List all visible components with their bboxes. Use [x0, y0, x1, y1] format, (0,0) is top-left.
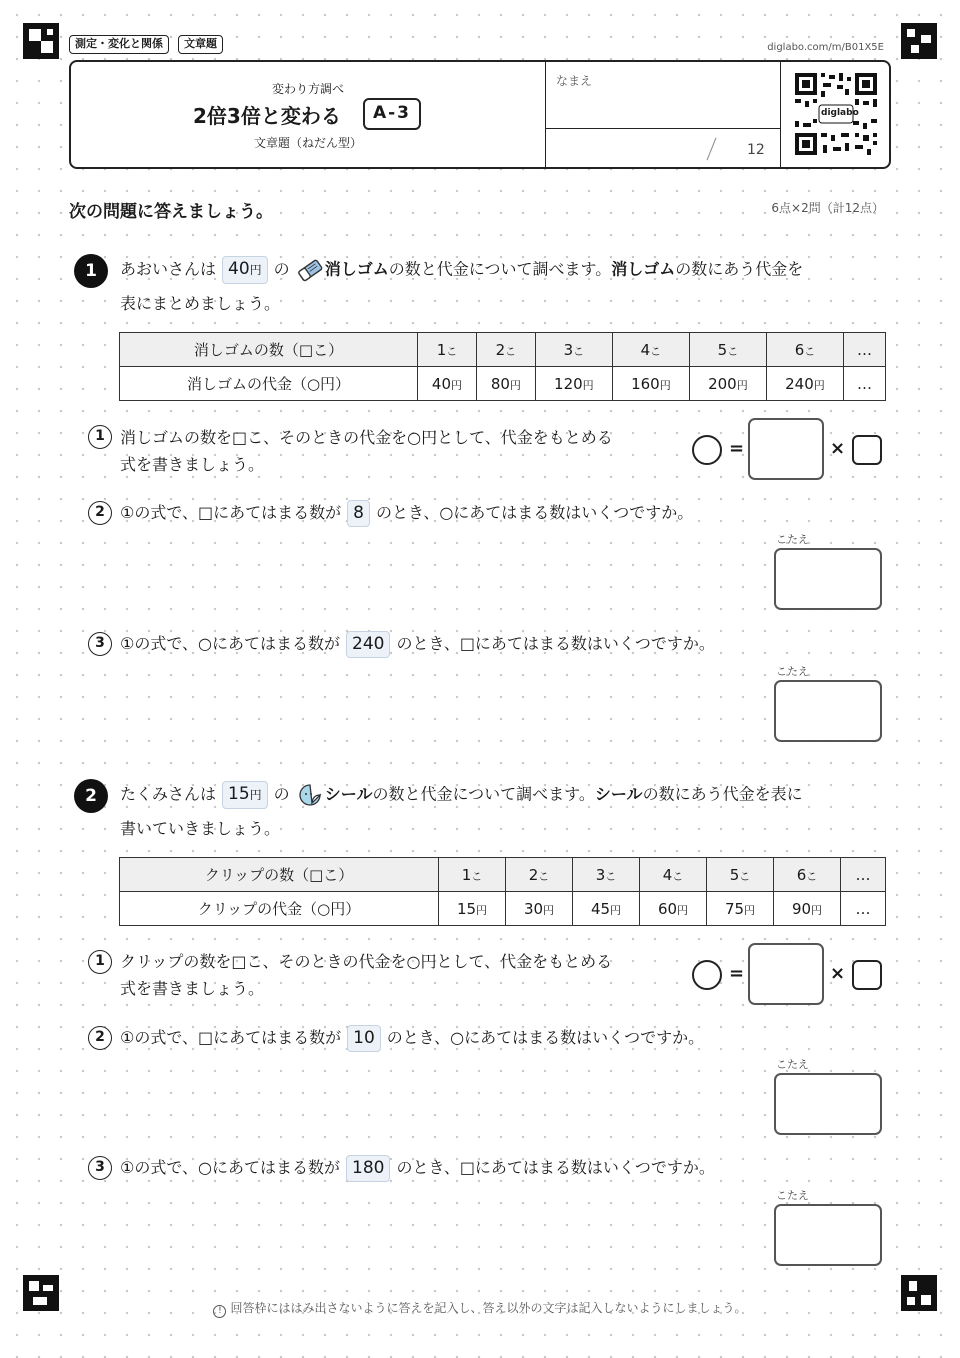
problem-2-text-line1: [120, 781, 803, 809]
problem-1-sub-2-text: [120, 499, 693, 527]
table-cell: 45円: [573, 892, 640, 926]
problem-2-text-a: たくみさんは: [120, 784, 217, 804]
qr-label: diglabo: [821, 108, 859, 118]
table-cell: 4こ: [612, 333, 689, 367]
problem-2-row1-head: クリップの数（□こ）: [120, 858, 439, 892]
page-url[interactable]: diglabo.com/m/B01X5E: [767, 42, 884, 53]
worksheet-header: [69, 60, 891, 169]
problem-2-price: 15: [228, 784, 250, 804]
sub-text-pre: ①の式で、○にあてはまる数が: [120, 1158, 340, 1177]
problem-1-sub-2-value: 8: [347, 500, 370, 527]
answer-label: こたえ: [776, 1189, 809, 1202]
table-cell: 80円: [476, 367, 535, 401]
table-cell: 60円: [640, 892, 707, 926]
problem-2-item2: シール: [594, 784, 643, 804]
table-row: [120, 892, 886, 926]
problem-2-formula-answer-box[interactable]: [748, 943, 824, 1005]
name-field[interactable]: [547, 62, 778, 126]
warning-icon: !: [213, 1305, 226, 1318]
equals-sign: =: [729, 963, 745, 984]
sticker-icon: [297, 783, 323, 807]
problem-1-table: [119, 332, 886, 401]
table-cell: 15円: [439, 892, 506, 926]
equals-sign: =: [729, 438, 745, 459]
problem-1-sub-1-line1: 消しゴムの数を□こ、そのときの代金を○円として、代金をもとめる: [120, 428, 613, 447]
problem-1-sub-3-number: 3: [88, 632, 112, 656]
worksheet-title: 2倍3倍と変わる: [193, 104, 341, 128]
problem-2-sub-3-text: [120, 1154, 715, 1182]
table-cell: 4こ: [640, 858, 707, 892]
table-ellipsis: …: [841, 892, 886, 926]
table-row: [120, 858, 886, 892]
table-cell: 90円: [774, 892, 841, 926]
problem-1-sub-2-answer-box[interactable]: [774, 548, 882, 610]
instruction-text: 次の問題に答えましょう。: [69, 202, 273, 222]
problem-2-item: シール: [324, 784, 373, 804]
problem-1-price: 40: [228, 259, 250, 279]
score-slash: [707, 138, 717, 161]
problem-1-sub-3-text: [120, 630, 715, 658]
table-cell: 3こ: [535, 333, 612, 367]
table-ellipsis: …: [844, 367, 886, 401]
table-cell: 6こ: [766, 333, 843, 367]
eraser-icon: [297, 258, 323, 282]
problem-2-text-b: の: [273, 784, 290, 804]
problem-2-price-unit: 円: [249, 788, 262, 802]
type-tag: 文章題: [178, 35, 223, 54]
problem-1-sub-2-number: 2: [88, 501, 112, 525]
problem-2-row2-head: クリップの代金（○円）: [120, 892, 439, 926]
sub-text-post: のとき、○にあてはまる数はいくつですか。: [375, 503, 694, 522]
problem-2-price-box: [222, 781, 268, 809]
problem-1-price-box: [222, 256, 268, 284]
footer-text: 回答枠にははみ出さないように答えを記入し、答え以外の文字は記入しないようにしましょう。: [230, 1301, 747, 1315]
problem-1-text-c: の数と代金について調べます。: [388, 259, 612, 279]
circle-symbol: [692, 960, 722, 990]
table-cell: 1こ: [439, 858, 506, 892]
corner-marker-top-left: [23, 23, 59, 59]
problem-1-sub-3-answer-box[interactable]: [774, 680, 882, 742]
sub-text-post: のとき、□にあてはまる数はいくつですか。: [396, 634, 715, 653]
table-cell: 1こ: [418, 333, 477, 367]
table-row: [120, 367, 886, 401]
category-tag: 測定・変化と関係: [69, 35, 169, 54]
times-sign: ×: [830, 963, 846, 984]
problem-2-sub-3-value: 180: [346, 1155, 390, 1182]
problem-1-sub-1-line2: 式を書きましょう。: [120, 455, 265, 474]
sub-text-pre: ①の式で、□にあてはまる数が: [120, 503, 342, 522]
sub-text-post: のとき、□にあてはまる数はいくつですか。: [396, 1158, 715, 1177]
problem-1-sub-3-value: 240: [346, 631, 390, 658]
problem-2-sub-3-number: 3: [88, 1156, 112, 1180]
table-cell: 5こ: [707, 858, 774, 892]
problem-1-row2-head: 消しゴムの代金（○円）: [120, 367, 418, 401]
problem-2-sub-1-number: 1: [88, 950, 112, 974]
table-cell: 120円: [535, 367, 612, 401]
problem-1-item: 消しゴム: [324, 259, 389, 279]
table-cell: 240円: [766, 367, 843, 401]
problem-2-sub-2-value: 10: [347, 1025, 381, 1052]
problem-2-sub-2-text: [120, 1024, 704, 1052]
times-sign: ×: [830, 438, 846, 459]
table-cell: 30円: [506, 892, 573, 926]
corner-marker-top-right: [901, 23, 937, 59]
problem-2-text-c: の数と代金について調べます。: [372, 784, 595, 804]
problem-2-text-line2: 書いていきましょう。: [120, 819, 281, 838]
table-cell: 6こ: [774, 858, 841, 892]
table-ellipsis: …: [844, 333, 886, 367]
table-row: [120, 333, 886, 367]
square-symbol: [852, 960, 882, 990]
sub-text-pre: ①の式で、○にあてはまる数が: [120, 634, 340, 653]
problem-1-text-a: あおいさんは: [120, 259, 217, 279]
score-field[interactable]: [547, 130, 707, 166]
square-symbol: [852, 435, 882, 465]
problem-2-sub-1-line2: 式を書きましょう。: [120, 979, 265, 998]
sub-text-post: のとき、○にあてはまる数はいくつですか。: [386, 1028, 705, 1047]
table-cell: 200円: [689, 367, 766, 401]
footer-note: [0, 1299, 960, 1318]
problem-2-sub-2-number: 2: [88, 1026, 112, 1050]
name-label: なまえ: [556, 74, 593, 88]
problem-1-price-unit: 円: [249, 263, 262, 277]
circle-symbol: [692, 435, 722, 465]
worksheet-kind: 文章題（ねだん型）: [253, 136, 362, 150]
problem-1-text-line2: 表にまとめましょう。: [120, 294, 281, 313]
table-cell: 40円: [418, 367, 477, 401]
problem-1-text-d: の数にあう代金を: [675, 259, 804, 279]
table-cell: 160円: [612, 367, 689, 401]
table-cell: 5こ: [689, 333, 766, 367]
problem-2-sub-3-answer-box[interactable]: [774, 1204, 882, 1266]
points-text: 6点×2問（計12点）: [771, 201, 884, 215]
score-total: 12: [747, 142, 765, 158]
table-cell: 3こ: [573, 858, 640, 892]
problem-1-item2: 消しゴム: [611, 259, 676, 279]
problem-2-sub-1-line1: クリップの数を□こ、そのときの代金を○円として、代金をもとめる: [120, 952, 613, 971]
table-cell: 75円: [707, 892, 774, 926]
table-ellipsis: …: [841, 858, 886, 892]
problem-1-text-b: の: [273, 259, 290, 279]
answer-label: こたえ: [776, 665, 809, 678]
problem-1-sub-1-number: 1: [88, 425, 112, 449]
problem-1-text-line1: [120, 256, 803, 284]
answer-label: こたえ: [776, 533, 809, 546]
level-badge: A-3: [363, 98, 421, 130]
problem-1-number: 1: [74, 254, 108, 288]
answer-label: こたえ: [776, 1058, 809, 1071]
problem-1-formula-answer-box[interactable]: [748, 418, 824, 480]
table-cell: 2こ: [506, 858, 573, 892]
table-cell: 2こ: [476, 333, 535, 367]
problem-2-number: 2: [74, 779, 108, 813]
problem-2-sub-2-answer-box[interactable]: [774, 1073, 882, 1135]
worksheet-subtitle: 変わり方調べ: [271, 82, 344, 96]
sub-text-pre: ①の式で、□にあてはまる数が: [120, 1028, 342, 1047]
problem-2-text-d: の数にあう代金を表に: [642, 784, 803, 804]
problem-1-row1-head: 消しゴムの数（□こ）: [120, 333, 418, 367]
problem-2-table: [119, 857, 886, 926]
